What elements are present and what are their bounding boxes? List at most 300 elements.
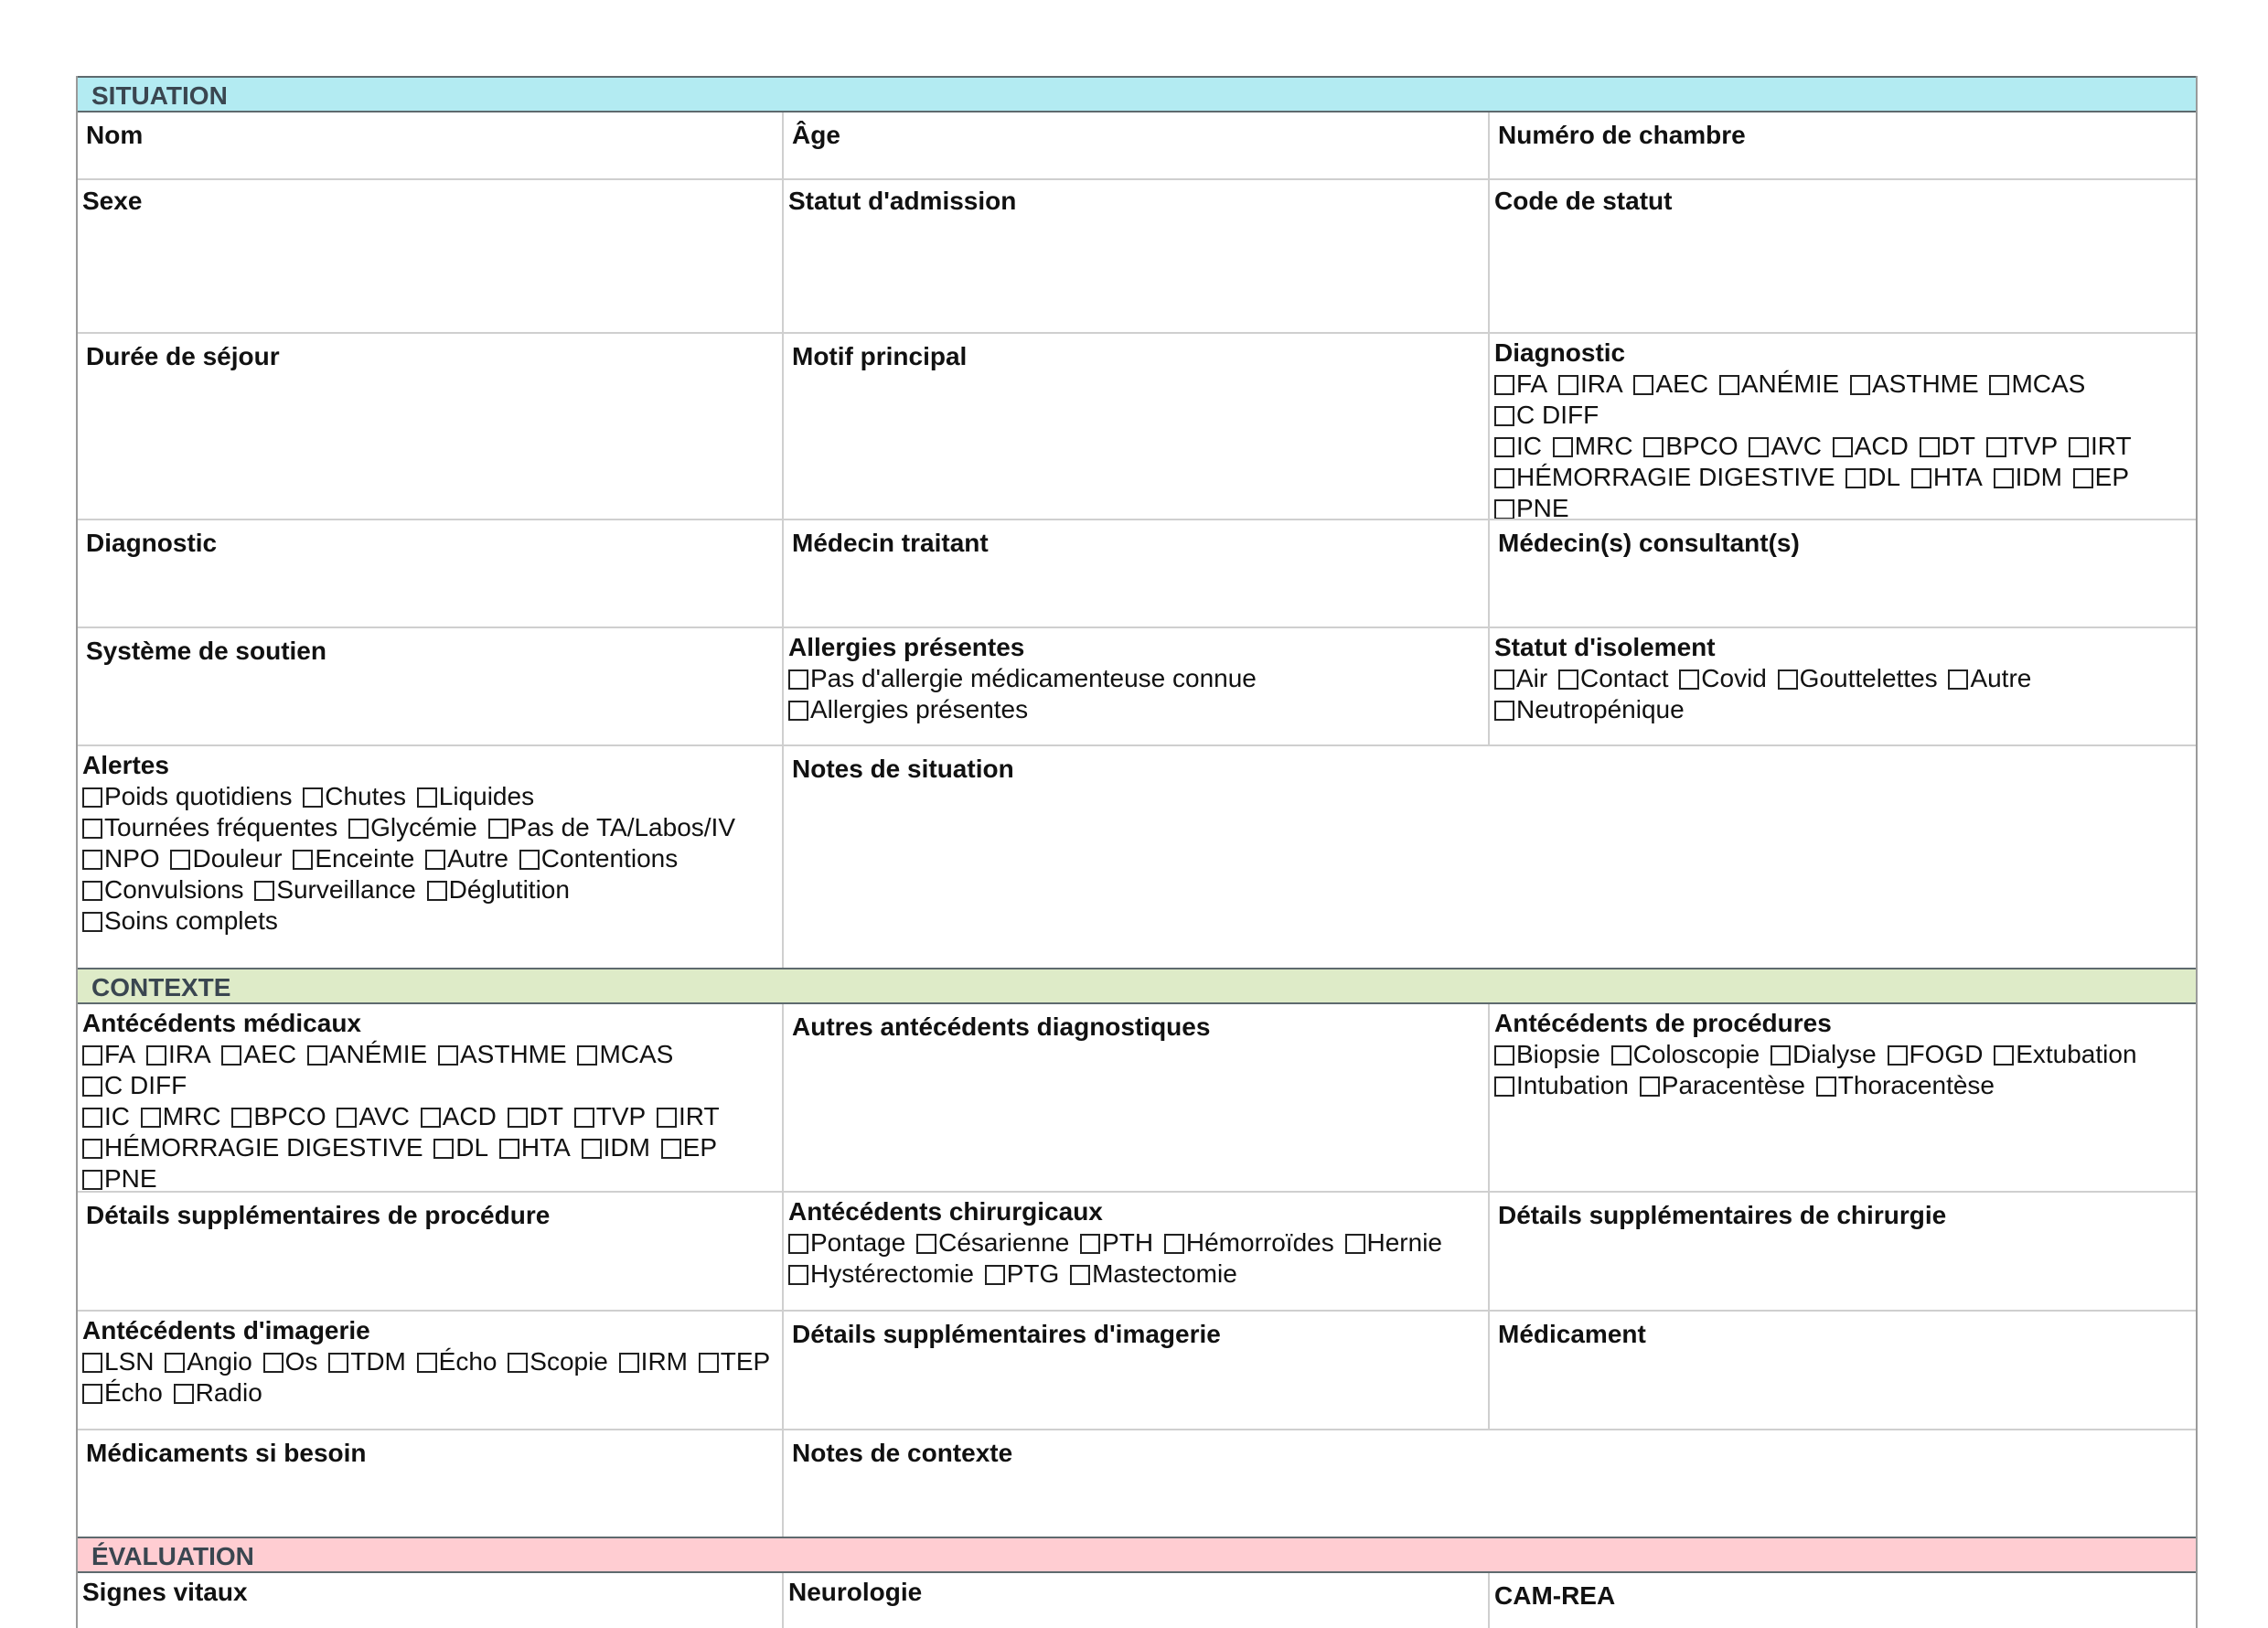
checkbox-option[interactable] bbox=[82, 844, 160, 873]
field-autres-antecedents[interactable] bbox=[784, 1004, 1490, 1191]
checkbox-option[interactable] bbox=[699, 1347, 770, 1376]
checkbox-icon[interactable] bbox=[293, 850, 313, 870]
checkbox-option[interactable] bbox=[1816, 1071, 1995, 1099]
checkbox-option[interactable] bbox=[1494, 1071, 1629, 1099]
checkbox-option[interactable] bbox=[574, 1102, 646, 1130]
checkbox-icon[interactable] bbox=[1679, 669, 1699, 690]
checkbox-label: Dialyse bbox=[1792, 1040, 1877, 1068]
checkbox-option[interactable] bbox=[417, 1347, 497, 1376]
checkbox-option[interactable] bbox=[427, 875, 570, 904]
checkbox-label: Allergies présentes bbox=[810, 695, 1029, 723]
checkbox-icon[interactable] bbox=[82, 787, 102, 808]
checkbox-label: DL bbox=[1867, 463, 1901, 491]
checkbox-group bbox=[82, 1346, 778, 1408]
checkbox-label: FA bbox=[104, 1040, 136, 1068]
checkbox-icon[interactable] bbox=[1920, 437, 1940, 457]
checkbox-option[interactable] bbox=[1633, 370, 1708, 398]
checkbox-option[interactable] bbox=[1679, 664, 1767, 692]
checkbox-icon[interactable] bbox=[1611, 1045, 1631, 1066]
checkbox-option[interactable] bbox=[1771, 1040, 1877, 1068]
checkbox-option[interactable] bbox=[1070, 1259, 1237, 1288]
checkbox-option[interactable] bbox=[619, 1347, 688, 1376]
field-label: Signes vitaux bbox=[82, 1578, 248, 1606]
checkbox-line bbox=[82, 1132, 778, 1191]
checkbox-icon[interactable] bbox=[488, 819, 508, 839]
form-row bbox=[78, 1430, 2196, 1537]
checkbox-icon[interactable] bbox=[1494, 1045, 1514, 1066]
checkbox-option[interactable] bbox=[170, 844, 282, 873]
checkbox-icon[interactable] bbox=[1494, 701, 1514, 721]
checkbox-icon[interactable] bbox=[788, 1234, 808, 1254]
field-diagnostic[interactable] bbox=[78, 520, 784, 627]
checkbox-label: Liquides bbox=[438, 782, 535, 810]
form-row bbox=[78, 180, 2196, 334]
checkbox-icon[interactable] bbox=[82, 1384, 102, 1404]
checkbox-icon[interactable] bbox=[1494, 1076, 1514, 1097]
checkbox-icon[interactable] bbox=[1070, 1265, 1090, 1285]
checkbox-label: TEP bbox=[720, 1347, 771, 1376]
checkbox-icon[interactable] bbox=[303, 787, 323, 808]
checkbox-icon[interactable] bbox=[1633, 375, 1653, 395]
checkbox-icon[interactable] bbox=[985, 1265, 1005, 1285]
field-notes-contexte[interactable] bbox=[784, 1430, 2192, 1537]
checkbox-icon[interactable] bbox=[1833, 437, 1853, 457]
checkbox-icon[interactable] bbox=[1816, 1076, 1836, 1097]
checkbox-line bbox=[1494, 1039, 2188, 1070]
field-label: Statut d'admission bbox=[788, 187, 1017, 215]
checkbox-label: ASTHME bbox=[459, 1040, 567, 1068]
checkbox-icon[interactable] bbox=[788, 701, 808, 721]
checkbox-option[interactable] bbox=[146, 1040, 211, 1068]
checkbox-option[interactable] bbox=[221, 1040, 296, 1068]
checkbox-label: IRA bbox=[168, 1040, 211, 1068]
checkbox-icon[interactable] bbox=[82, 912, 102, 932]
checkbox-icon[interactable] bbox=[2073, 468, 2093, 488]
checkbox-icon[interactable] bbox=[508, 1108, 528, 1128]
field-sexe[interactable] bbox=[78, 180, 784, 332]
checkbox-icon[interactable] bbox=[582, 1139, 602, 1159]
field-label: Sexe bbox=[82, 187, 143, 215]
checkbox-icon[interactable] bbox=[165, 1353, 185, 1373]
checkbox-icon[interactable] bbox=[1778, 669, 1798, 690]
checkbox-icon[interactable] bbox=[174, 1384, 194, 1404]
checkbox-icon[interactable] bbox=[1080, 1234, 1100, 1254]
checkbox-label: Enceinte bbox=[315, 844, 415, 873]
checkbox-icon[interactable] bbox=[82, 1353, 102, 1373]
checkbox-option[interactable] bbox=[82, 906, 278, 935]
checkbox-option[interactable] bbox=[293, 844, 414, 873]
checkbox-label: TVP bbox=[595, 1102, 647, 1130]
checkbox-option[interactable] bbox=[421, 1102, 497, 1130]
checkbox-icon[interactable] bbox=[1494, 669, 1514, 690]
checkbox-icon[interactable] bbox=[499, 1139, 519, 1159]
checkbox-icon[interactable] bbox=[1553, 437, 1573, 457]
checkbox-option[interactable] bbox=[1553, 432, 1633, 460]
checkbox-option[interactable] bbox=[231, 1102, 326, 1130]
checkbox-label: IC bbox=[1516, 432, 1542, 460]
form-row bbox=[78, 1312, 2196, 1430]
checkbox-option[interactable] bbox=[328, 1347, 406, 1376]
checkbox-option[interactable] bbox=[1494, 370, 1547, 398]
checkbox-option[interactable] bbox=[519, 844, 678, 873]
checkbox-icon[interactable] bbox=[916, 1234, 936, 1254]
checkbox-option[interactable] bbox=[1986, 432, 2058, 460]
checkbox-option[interactable] bbox=[2069, 432, 2132, 460]
checkbox-option[interactable] bbox=[1989, 370, 2085, 398]
checkbox-icon[interactable] bbox=[1494, 437, 1514, 457]
checkbox-icon[interactable] bbox=[348, 819, 369, 839]
checkbox-label: Chutes bbox=[325, 782, 406, 810]
checkbox-icon[interactable] bbox=[263, 1353, 284, 1373]
checkbox-icon[interactable] bbox=[1888, 1045, 1908, 1066]
field-antecedents-imagerie bbox=[78, 1312, 784, 1429]
checkbox-option[interactable] bbox=[1494, 695, 1685, 723]
checkbox-option[interactable] bbox=[1833, 432, 1909, 460]
checkbox-label: Surveillance bbox=[276, 875, 416, 904]
checkbox-icon[interactable] bbox=[417, 787, 437, 808]
checkbox-option[interactable] bbox=[1080, 1228, 1153, 1257]
checkbox-label: FA bbox=[1516, 370, 1548, 398]
field-neurologie[interactable] bbox=[784, 1573, 1490, 1628]
checkbox-icon[interactable] bbox=[1986, 437, 2006, 457]
field-medicaments-si-besoin[interactable] bbox=[78, 1430, 784, 1537]
checkbox-icon[interactable] bbox=[337, 1108, 357, 1128]
checkbox-option[interactable] bbox=[337, 1102, 410, 1130]
checkbox-option[interactable] bbox=[788, 1228, 905, 1257]
checkbox-label: AEC bbox=[243, 1040, 297, 1068]
checkbox-label: Pas de TA/Labos/IV bbox=[509, 813, 735, 841]
checkbox-option[interactable] bbox=[1494, 664, 1547, 692]
checkbox-line bbox=[82, 905, 778, 937]
checkbox-label: PTG bbox=[1006, 1259, 1060, 1288]
checkbox-icon[interactable] bbox=[699, 1353, 719, 1373]
checkbox-option[interactable] bbox=[661, 1133, 717, 1162]
checkbox-icon[interactable] bbox=[82, 1108, 102, 1128]
checkbox-icon[interactable] bbox=[577, 1045, 597, 1066]
checkbox-icon[interactable] bbox=[82, 881, 102, 901]
checkbox-icon[interactable] bbox=[657, 1108, 677, 1128]
checkbox-label: ACD bbox=[1854, 432, 1909, 460]
checkbox-icon[interactable] bbox=[619, 1353, 639, 1373]
checkbox-label: IRT bbox=[679, 1102, 720, 1130]
checkbox-label: IRT bbox=[2091, 432, 2132, 460]
checkbox-icon[interactable] bbox=[661, 1139, 681, 1159]
checkbox-option[interactable] bbox=[1558, 370, 1623, 398]
checkbox-icon[interactable] bbox=[574, 1108, 594, 1128]
field-medicament[interactable] bbox=[1490, 1312, 2192, 1429]
checkbox-option[interactable] bbox=[307, 1040, 427, 1068]
field-antecedents-medicaux bbox=[78, 1004, 784, 1191]
checkbox-icon[interactable] bbox=[82, 850, 102, 870]
checkbox-option[interactable] bbox=[1643, 432, 1738, 460]
field-medecins-consultants[interactable] bbox=[1490, 520, 2192, 627]
checkbox-option[interactable] bbox=[577, 1040, 673, 1068]
field-code-statut[interactable] bbox=[1490, 180, 2192, 332]
checkbox-line bbox=[82, 1039, 778, 1101]
checkbox-icon[interactable] bbox=[788, 669, 808, 690]
checkbox-line bbox=[82, 781, 778, 812]
field-label: Détails supplémentaires de procédure bbox=[86, 1201, 551, 1229]
checkbox-icon[interactable] bbox=[1845, 468, 1866, 488]
checkbox-option[interactable] bbox=[82, 1102, 130, 1130]
checkbox-label: Césarienne bbox=[938, 1228, 1070, 1257]
checkbox-icon[interactable] bbox=[82, 1076, 102, 1097]
checkbox-option[interactable] bbox=[82, 1378, 163, 1407]
checkbox-group bbox=[788, 663, 1484, 725]
checkbox-label: Neutropénique bbox=[1516, 695, 1685, 723]
checkbox-group bbox=[82, 1039, 778, 1191]
checkbox-option[interactable] bbox=[1494, 494, 1569, 519]
field-numero-chambre[interactable] bbox=[1490, 112, 2192, 178]
checkbox-icon[interactable] bbox=[82, 1045, 102, 1066]
checkbox-label: Contact bbox=[1580, 664, 1669, 692]
checkbox-option[interactable] bbox=[82, 1040, 135, 1068]
field-statut-isolement bbox=[1490, 628, 2192, 744]
checkbox-option[interactable] bbox=[488, 813, 735, 841]
checkbox-label: Poids quotidiens bbox=[104, 782, 293, 810]
field-nom[interactable] bbox=[78, 112, 784, 178]
checkbox-icon[interactable] bbox=[231, 1108, 251, 1128]
field-label: Notes de situation bbox=[792, 755, 1014, 783]
checkbox-icon[interactable] bbox=[519, 850, 540, 870]
checkbox-option[interactable] bbox=[1719, 370, 1839, 398]
checkbox-option[interactable] bbox=[788, 1259, 974, 1288]
checkbox-line bbox=[1494, 431, 2188, 462]
checkbox-label: DT bbox=[1941, 432, 1975, 460]
checkbox-option[interactable] bbox=[82, 1133, 423, 1162]
checkbox-option[interactable] bbox=[1845, 463, 1900, 491]
field-label: Durée de séjour bbox=[86, 342, 280, 370]
checkbox-icon[interactable] bbox=[1345, 1234, 1365, 1254]
field-details-imagerie[interactable] bbox=[784, 1312, 1490, 1429]
checkbox-icon[interactable] bbox=[1494, 406, 1514, 426]
checkbox-option[interactable] bbox=[1778, 664, 1938, 692]
form-row bbox=[78, 334, 2196, 520]
checkbox-label: MRC bbox=[1574, 432, 1633, 460]
checkbox-label: IDM bbox=[603, 1133, 650, 1162]
checkbox-icon[interactable] bbox=[417, 1353, 437, 1373]
checkbox-label: MRC bbox=[162, 1102, 221, 1130]
field-label: Médecin traitant bbox=[792, 529, 989, 557]
field-cam-rea[interactable] bbox=[1490, 1573, 2192, 1628]
checkbox-label: Os bbox=[284, 1347, 318, 1376]
checkbox-label: Scopie bbox=[530, 1347, 608, 1376]
checkbox-option[interactable] bbox=[916, 1228, 1069, 1257]
checkbox-line bbox=[82, 1346, 778, 1377]
checkbox-icon[interactable] bbox=[427, 881, 447, 901]
checkbox-icon[interactable] bbox=[328, 1353, 348, 1373]
checkbox-option[interactable] bbox=[1494, 1040, 1600, 1068]
checkbox-option[interactable] bbox=[1558, 664, 1669, 692]
field-age[interactable] bbox=[784, 112, 1490, 178]
field-label: Statut d'isolement bbox=[1494, 633, 1716, 661]
checkbox-label: MCAS bbox=[2011, 370, 2086, 398]
checkbox-option[interactable] bbox=[2073, 463, 2129, 491]
checkbox-label: HÉMORRAGIE DIGESTIVE bbox=[104, 1133, 423, 1162]
form-row bbox=[78, 1004, 2196, 1193]
checkbox-option[interactable] bbox=[1494, 401, 1599, 429]
checkbox-label: EP bbox=[682, 1133, 718, 1162]
checkbox-option[interactable] bbox=[508, 1347, 608, 1376]
checkbox-option[interactable] bbox=[582, 1133, 650, 1162]
checkbox-option[interactable] bbox=[141, 1102, 221, 1130]
checkbox-option[interactable] bbox=[165, 1347, 252, 1376]
field-signes-vitaux[interactable] bbox=[78, 1573, 784, 1628]
checkbox-icon[interactable] bbox=[1558, 375, 1578, 395]
checkbox-icon[interactable] bbox=[788, 1265, 808, 1285]
field-label: Diagnostic bbox=[86, 529, 218, 557]
checkbox-option[interactable] bbox=[1164, 1228, 1334, 1257]
checkbox-label: Paracentèse bbox=[1661, 1071, 1805, 1099]
checkbox-icon[interactable] bbox=[1911, 468, 1931, 488]
checkbox-icon[interactable] bbox=[1994, 468, 2014, 488]
checkbox-group bbox=[1494, 663, 2188, 725]
checkbox-option[interactable] bbox=[1494, 432, 1542, 460]
checkbox-line bbox=[1494, 663, 2188, 694]
checkbox-icon[interactable] bbox=[433, 1139, 454, 1159]
field-label: Motif principal bbox=[792, 342, 968, 370]
checkbox-label: Covid bbox=[1701, 664, 1767, 692]
checkbox-option[interactable] bbox=[1494, 463, 1835, 491]
checkbox-option[interactable] bbox=[417, 782, 534, 810]
checkbox-option[interactable] bbox=[1888, 1040, 1984, 1068]
checkbox-icon[interactable] bbox=[1948, 669, 1968, 690]
checkbox-icon[interactable] bbox=[508, 1353, 528, 1373]
checkbox-icon[interactable] bbox=[1994, 1045, 2014, 1066]
checkbox-label: C DIFF bbox=[104, 1071, 187, 1099]
form-row bbox=[78, 628, 2196, 746]
checkbox-icon[interactable] bbox=[1749, 437, 1769, 457]
checkbox-option[interactable] bbox=[82, 813, 337, 841]
field-systeme-soutien[interactable] bbox=[78, 628, 784, 744]
field-label: Détails supplémentaires de chirurgie bbox=[1498, 1201, 1947, 1229]
checkbox-option[interactable] bbox=[788, 664, 1257, 692]
checkbox-option[interactable] bbox=[788, 695, 1028, 723]
field-antecedents-procedures bbox=[1490, 1004, 2192, 1191]
field-details-chirurgie[interactable] bbox=[1490, 1193, 2192, 1310]
checkbox-label: DL bbox=[455, 1133, 489, 1162]
form-row bbox=[78, 1193, 2196, 1312]
checkbox-option[interactable] bbox=[174, 1378, 262, 1407]
checkbox-option[interactable] bbox=[1749, 432, 1822, 460]
checkbox-icon[interactable] bbox=[1989, 375, 2009, 395]
checkbox-label: Pontage bbox=[810, 1228, 906, 1257]
checkbox-icon[interactable] bbox=[1719, 375, 1739, 395]
checkbox-option[interactable] bbox=[1345, 1228, 1442, 1257]
checkbox-option[interactable] bbox=[348, 813, 477, 841]
checkbox-icon[interactable] bbox=[2069, 437, 2089, 457]
checkbox-icon[interactable] bbox=[1558, 669, 1578, 690]
field-notes-situation[interactable] bbox=[784, 746, 2192, 968]
checkbox-icon[interactable] bbox=[82, 1139, 102, 1159]
section-header-contexte: CONTEXTE bbox=[78, 968, 2196, 1004]
checkbox-icon[interactable] bbox=[425, 850, 445, 870]
checkbox-option[interactable] bbox=[1611, 1040, 1760, 1068]
checkbox-icon[interactable] bbox=[1494, 499, 1514, 519]
checkbox-label: IDM bbox=[2015, 463, 2062, 491]
checkbox-option[interactable] bbox=[1920, 432, 1975, 460]
checkbox-option[interactable] bbox=[82, 875, 244, 904]
checkbox-option[interactable] bbox=[1994, 1040, 2136, 1068]
checkbox-icon[interactable] bbox=[421, 1108, 441, 1128]
checkbox-icon[interactable] bbox=[1850, 375, 1870, 395]
checkbox-option[interactable] bbox=[499, 1133, 571, 1162]
checkbox-option[interactable] bbox=[82, 1164, 157, 1191]
checkbox-label: Tournées fréquentes bbox=[104, 813, 338, 841]
checkbox-line bbox=[82, 1377, 778, 1408]
checkbox-option[interactable] bbox=[1948, 664, 2031, 692]
checkbox-icon[interactable] bbox=[1771, 1045, 1791, 1066]
checkbox-icon[interactable] bbox=[82, 1170, 102, 1190]
field-details-procedure[interactable] bbox=[78, 1193, 784, 1310]
checkbox-icon[interactable] bbox=[1494, 468, 1514, 488]
checkbox-option[interactable] bbox=[438, 1040, 567, 1068]
checkbox-label: AVC bbox=[358, 1102, 410, 1130]
checkbox-icon[interactable] bbox=[82, 819, 102, 839]
checkbox-icon[interactable] bbox=[1494, 375, 1514, 395]
field-label: Médecin(s) consultant(s) bbox=[1498, 529, 1800, 557]
checkbox-label: EP bbox=[2094, 463, 2130, 491]
field-statut-admission[interactable] bbox=[784, 180, 1490, 332]
checkbox-option[interactable] bbox=[657, 1102, 720, 1130]
checkbox-option[interactable] bbox=[985, 1259, 1060, 1288]
checkbox-option[interactable] bbox=[254, 875, 416, 904]
field-duree-sejour[interactable] bbox=[78, 334, 784, 519]
checkbox-label: PNE bbox=[104, 1164, 157, 1191]
field-allergies bbox=[784, 628, 1490, 744]
checkbox-option[interactable] bbox=[1911, 463, 1983, 491]
checkbox-icon[interactable] bbox=[170, 850, 190, 870]
checkbox-label: ACD bbox=[442, 1102, 497, 1130]
checkbox-icon[interactable] bbox=[1640, 1076, 1660, 1097]
field-motif-principal[interactable] bbox=[784, 334, 1490, 519]
field-label: Détails supplémentaires d'imagerie bbox=[792, 1320, 1221, 1348]
checkbox-icon[interactable] bbox=[1164, 1234, 1184, 1254]
checkbox-option[interactable] bbox=[82, 1071, 187, 1099]
field-label: Nom bbox=[86, 121, 144, 149]
checkbox-option[interactable] bbox=[82, 1347, 154, 1376]
field-medecin-traitant[interactable] bbox=[784, 520, 1490, 627]
checkbox-label: AVC bbox=[1771, 432, 1822, 460]
checkbox-option[interactable] bbox=[263, 1347, 318, 1376]
checkbox-option[interactable] bbox=[82, 782, 292, 810]
checkbox-option[interactable] bbox=[303, 782, 406, 810]
checkbox-label: IC bbox=[104, 1102, 130, 1130]
checkbox-line bbox=[82, 1101, 778, 1132]
checkbox-icon[interactable] bbox=[1643, 437, 1664, 457]
checkbox-icon[interactable] bbox=[221, 1045, 241, 1066]
checkbox-line bbox=[82, 812, 778, 843]
checkbox-line bbox=[788, 1258, 1484, 1290]
checkbox-option[interactable] bbox=[508, 1102, 563, 1130]
checkbox-icon[interactable] bbox=[141, 1108, 161, 1128]
checkbox-icon[interactable] bbox=[254, 881, 274, 901]
checkbox-icon[interactable] bbox=[146, 1045, 166, 1066]
checkbox-option[interactable] bbox=[433, 1133, 488, 1162]
checkbox-option[interactable] bbox=[425, 844, 508, 873]
checkbox-label: PNE bbox=[1516, 494, 1569, 519]
checkbox-icon[interactable] bbox=[438, 1045, 458, 1066]
section-header-situation: SITUATION bbox=[78, 76, 2196, 112]
checkbox-label: Glycémie bbox=[370, 813, 477, 841]
checkbox-icon[interactable] bbox=[307, 1045, 327, 1066]
checkbox-option[interactable] bbox=[1850, 370, 1979, 398]
checkbox-option[interactable] bbox=[1640, 1071, 1805, 1099]
field-antecedents-chirurgicaux bbox=[784, 1193, 1490, 1310]
checkbox-option[interactable] bbox=[1994, 463, 2062, 491]
field-label: Numéro de chambre bbox=[1498, 121, 1746, 149]
checkbox-group bbox=[788, 1227, 1484, 1290]
